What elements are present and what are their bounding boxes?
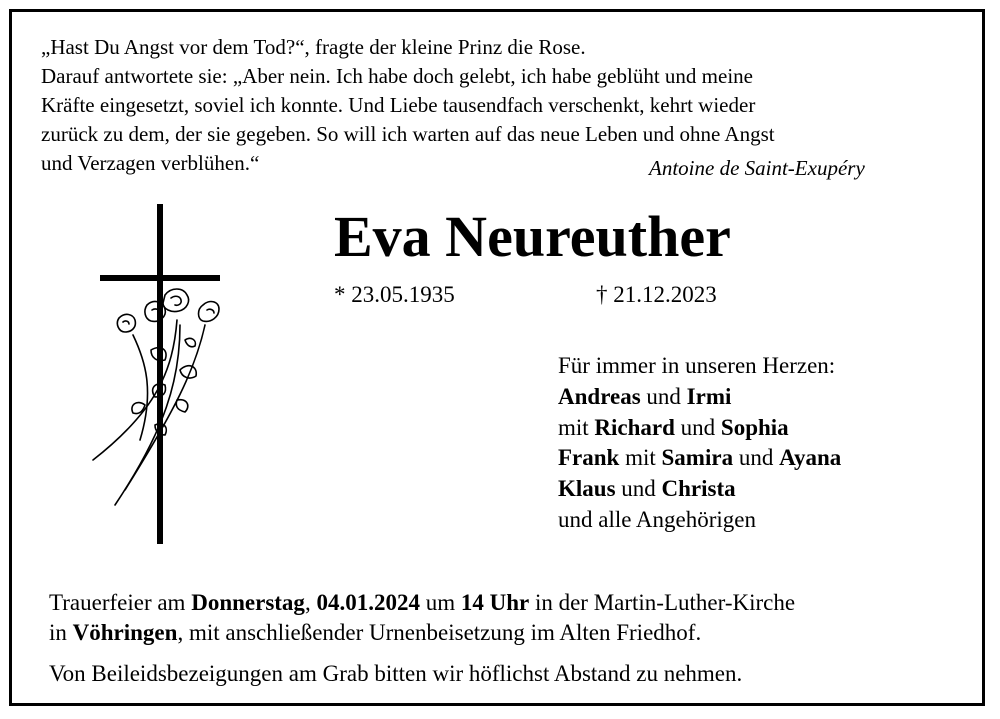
birth-date: * 23.05.1935	[334, 282, 455, 307]
mourners-outro: und alle Angehörigen	[558, 506, 757, 532]
quote-line: Darauf antwortete sie: „Aber nein. Ich habe doch gelebt, ich habe geblüht und meine	[41, 64, 753, 88]
mourners-line: Andreas und Irmi	[558, 383, 732, 409]
quote-line: „Hast Du Angst vor dem Tod?“, fragte der kleine Prinz die Rose.	[41, 35, 586, 59]
quote-line: Kräfte eingesetzt, soviel ich konnte. Und Liebe tausendfach verschenkt, kehrt wieder	[41, 93, 756, 117]
quote-line: und Verzagen verblühen.“	[41, 151, 260, 175]
service-day: Donnerstag	[191, 590, 305, 615]
mourners-intro: Für immer in unseren Herzen:	[558, 353, 836, 378]
mourners-block	[558, 351, 841, 536]
service-date: 04.01.2024	[316, 590, 420, 615]
service-line: Trauerfeier am Donnerstag, 04.01.2024 um 14 Uhr in der Martin-Luther-Kirche	[49, 590, 796, 615]
deceased-name: Eva Neureuther	[334, 204, 731, 269]
service-info	[49, 588, 795, 648]
death-date: † 21.12.2023	[596, 282, 717, 307]
condolence-note: Von Beileidsbezeigungen am Grab bitten wir höflichst Abstand zu nehmen.	[49, 661, 743, 686]
quote-line: zurück zu dem, der sie gegeben. So will ich warten auf das neue Leben und ohne Angst	[41, 122, 775, 146]
mourners-line: Klaus und Christa	[558, 476, 736, 502]
service-line: in Vöhringen, mit anschließender Urnenbeisetzung im Alten Friedhof.	[49, 620, 702, 645]
mourners-line: mit Richard und Sophia	[558, 414, 789, 440]
quote-author: Antoine de Saint-Exupéry	[649, 156, 865, 180]
mourners-line: Frank mit Samira und Ayana	[558, 445, 842, 471]
service-time: 14 Uhr	[460, 590, 530, 615]
cross-with-roses-icon	[85, 200, 235, 550]
service-place: Vöhringen	[72, 620, 178, 645]
